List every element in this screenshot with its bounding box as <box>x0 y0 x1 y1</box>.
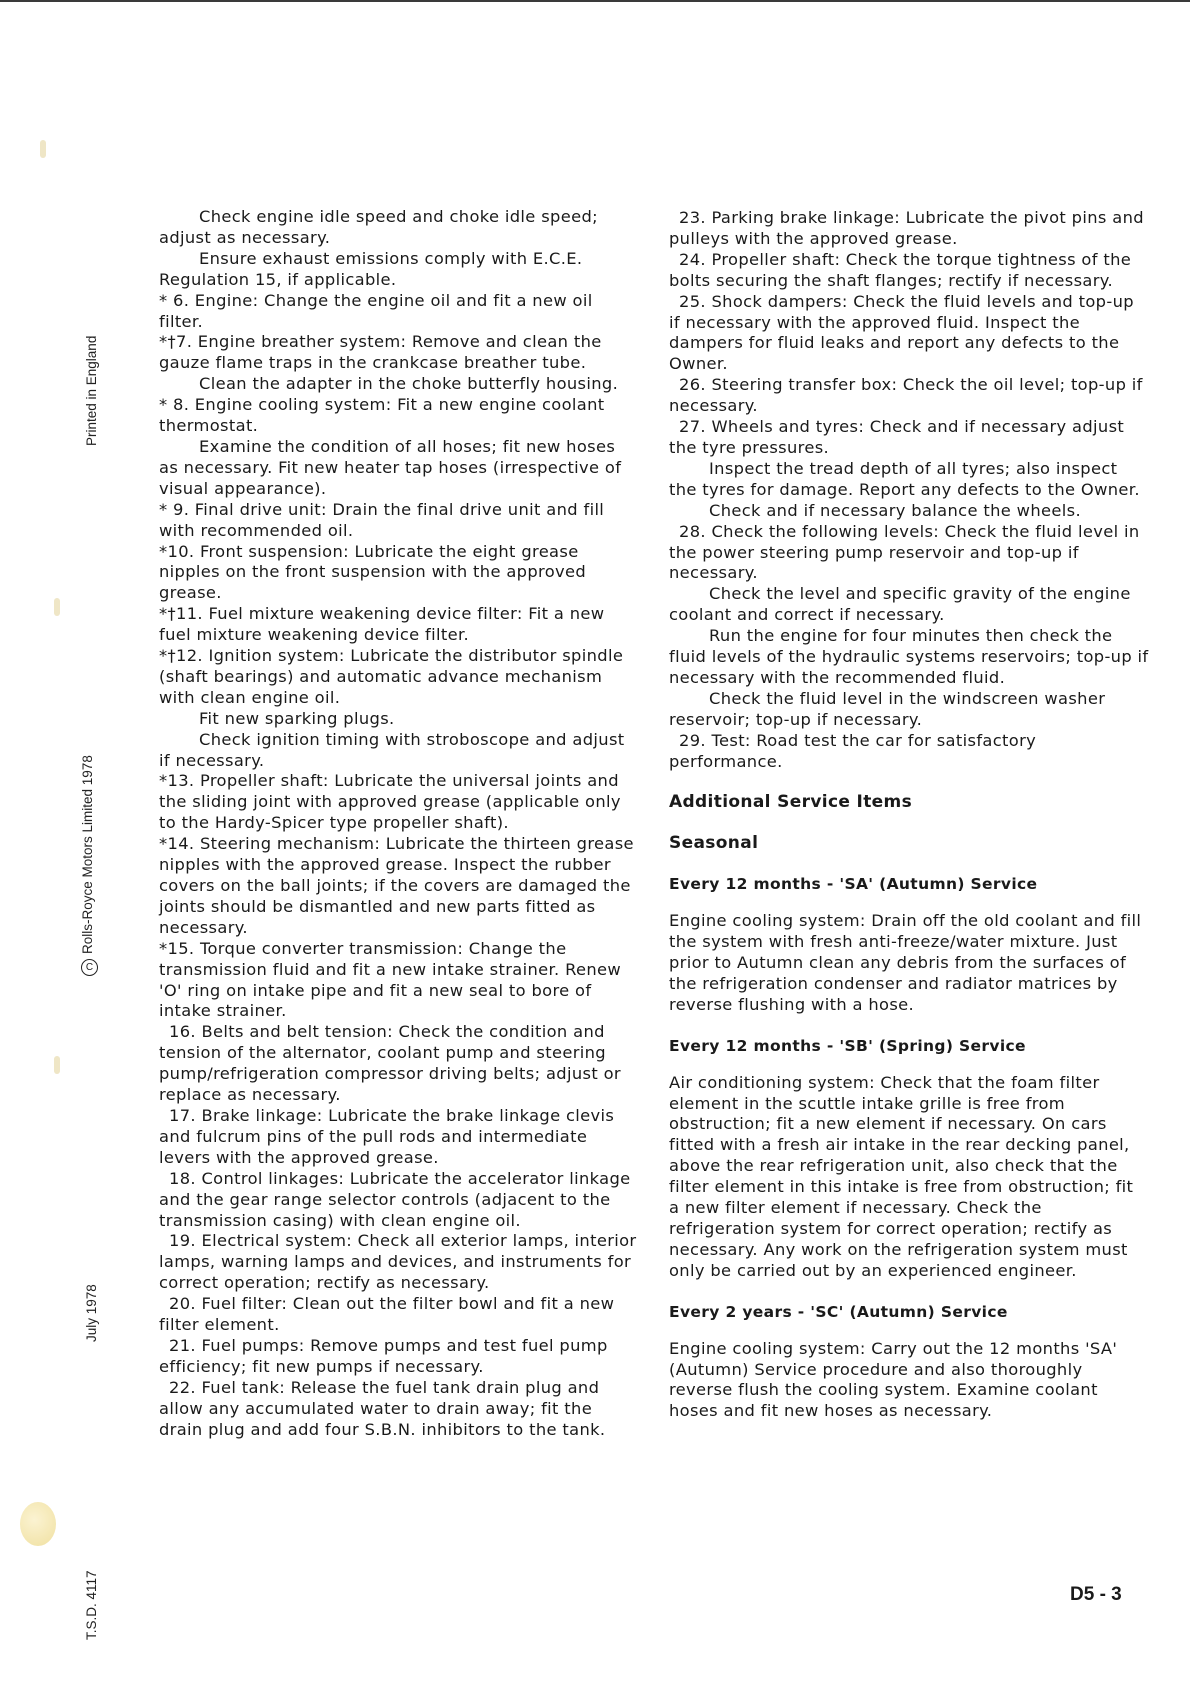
service-item: 25. Shock dampers: Check the fluid levels and top-up if necessary with the approved fluid. Inspect the dampers for fluid leaks and report any defects to the Owner. <box>669 291 1134 374</box>
service-item: 22. Fuel tank: Release the fuel tank drain plug and allow any accumulated water to drain away; fit the drain plug and add four S.B.N. inhibitors to the tank. <box>159 1377 606 1439</box>
service-item: 16. Belts and belt tension: Check the condition and tension of the alternator, coolant pump and steering pump/refrigeration compressor driving belts; adjust or replace as necessary. <box>159 1022 621 1105</box>
sb-service-text: Air conditioning system: Check that the foam filter element in the scuttle intake grille is free from obstruction; fit a new element if necessary. On cars fitted with a fresh air intake in the rear decking panel, above the rear refrigeration unit, also check that the filter element in this intake is free from obstruction; fit a new filter element if necessary. Check the refrigeration system for correct operation; rectify as necessary. Any work on the refrigeration system must only be carried out by an experienced engineer. <box>669 1072 1134 1280</box>
service-item: 28. Check the following levels: Check the fluid level in the power steering pump reservoir and top-up if necessary. <box>669 521 1140 583</box>
service-item: 21. Fuel pumps: Remove pumps and test fuel pump efficiency; fit new pumps if necessary. <box>159 1335 608 1376</box>
scan-mark <box>54 1056 60 1074</box>
paragraph: Check engine idle speed and choke idle speed; adjust as necessary. <box>159 207 598 247</box>
paragraph: Run the engine for four minutes then check the fluid levels of the hydraulic systems reservoirs; top-up if necessary with the recommended fluid. <box>669 626 1149 687</box>
right-column <box>669 208 1149 1422</box>
paragraph: Check and if necessary balance the wheels. <box>709 500 1081 520</box>
margin-date: July 1978 <box>84 1284 99 1342</box>
sc-service-text: Engine cooling system: Carry out the 12 months 'SA' (Autumn) Service procedure and also thoroughly reverse flush the cooling system. Examine coolant hoses and fit new hoses as necessary. <box>669 1338 1118 1421</box>
service-item: *†11. Fuel mixture weakening device filter: Fit a new fuel mixture weakening device filter. <box>159 604 605 645</box>
service-item: *†7. Engine breather system: Remove and clean the gauze flame traps in the crankcase breather tube. <box>159 332 602 373</box>
service-item: 17. Brake linkage: Lubricate the brake linkage clevis and fulcrum pins of the pull rods and intermediate levers with the approved grease. <box>159 1105 615 1167</box>
paragraph: Clean the adapter in the choke butterfly housing. <box>199 374 619 394</box>
punch-hole <box>20 1502 56 1546</box>
service-item: *†12. Ignition system: Lubricate the distributor spindle (shaft bearings) and automatic advance mechanism with clean engine oil. <box>159 646 624 707</box>
paragraph: Check ignition timing with stroboscope and adjust if necessary. <box>159 729 625 770</box>
additional-service-heading: Additional Service Items <box>669 792 913 813</box>
paragraph: Fit new sparking plugs. <box>199 708 395 728</box>
service-item: *15. Torque converter transmission: Change the transmission fluid and fit a new intake strainer. Renew 'O' ring on intake pipe and fit a new seal to bore of intake strainer. <box>159 938 622 1021</box>
seasonal-heading: Seasonal <box>669 833 759 854</box>
page-number: D5 - 3 <box>1070 1584 1122 1605</box>
paragraph: Ensure exhaust emissions comply with E.C.E. Regulation 15, if applicable. <box>159 248 583 289</box>
copyright-text: Rolls-Royce Motors Limited 1978 <box>80 755 95 954</box>
margin-copyright <box>80 755 98 976</box>
service-item: 29. Test: Road test the car for satisfactory performance. <box>669 730 1037 771</box>
left-column <box>159 207 639 1440</box>
service-item: 27. Wheels and tyres: Check and if necessary adjust the tyre pressures. <box>669 417 1125 457</box>
paragraph: Inspect the tread depth of all tyres; also inspect the tyres for damage. Report any defects to the Owner. <box>669 458 1140 499</box>
margin-tsd-number: T.S.D. 4117 <box>84 1570 99 1640</box>
service-item: * 8. Engine cooling system: Fit a new engine coolant thermostat. <box>159 395 605 436</box>
service-item: 18. Control linkages: Lubricate the accelerator linkage and the gear range selector controls (adjacent to the transmission casing) with clean engine oil. <box>159 1168 631 1230</box>
scan-mark <box>54 598 60 616</box>
sc-service-heading: Every 2 years - 'SC' (Autumn) Service <box>669 1302 1008 1321</box>
paragraph: Check the fluid level in the windscreen washer reservoir; top-up if necessary. <box>669 688 1106 729</box>
service-item: 23. Parking brake linkage: Lubricate the pivot pins and pulleys with the approved grease. <box>669 208 1144 248</box>
service-item: 26. Steering transfer box: Check the oil level; top-up if necessary. <box>669 375 1143 416</box>
service-item: *13. Propeller shaft: Lubricate the universal joints and the sliding joint with approved grease (applicable only to the Hardy-Spicer type propeller shaft). <box>159 771 621 833</box>
service-item: 24. Propeller shaft: Check the torque tightness of the bolts securing the shaft flanges; rectify if necessary. <box>669 249 1132 290</box>
service-item: *10. Front suspension: Lubricate the eight grease nipples on the front suspension with the approved grease. <box>159 541 587 603</box>
service-item: * 6. Engine: Change the engine oil and fit a new oil filter. <box>159 290 593 331</box>
paragraph: Check the level and specific gravity of the engine coolant and correct if necessary. <box>669 584 1131 625</box>
service-item: * 9. Final drive unit: Drain the final drive unit and fill with recommended oil. <box>159 499 605 540</box>
copyright-symbol: C <box>81 959 98 976</box>
service-item: 19. Electrical system: Check all exterior lamps, interior lamps, warning lamps and devices, and instruments for correct operation; rectify as necessary. <box>159 1231 637 1293</box>
service-item: *14. Steering mechanism: Lubricate the thirteen grease nipples with the approved grease. Inspect the rubber covers on the ball joints; if the covers are damaged the joints should be dismantled and new parts fitted as necessary. <box>159 834 634 937</box>
top-border <box>0 0 1190 2</box>
scan-mark <box>40 140 46 158</box>
paragraph: Examine the condition of all hoses; fit new hoses as necessary. Fit new heater tap hoses (irrespective of visual appearance). <box>159 436 622 498</box>
margin-printed-in-england: Printed in England <box>84 335 99 446</box>
sb-service-heading: Every 12 months - 'SB' (Spring) Service <box>669 1036 1026 1055</box>
sa-service-heading: Every 12 months - 'SA' (Autumn) Service <box>669 875 1038 894</box>
sa-service-text: Engine cooling system: Drain off the old coolant and fill the system with fresh anti-freeze/water mixture. Just prior to Autumn clean any debris from the surfaces of the refrigeration condenser and radiator matrices by reverse flushing with a hose. <box>669 911 1142 1014</box>
service-item: 20. Fuel filter: Clean out the filter bowl and fit a new filter element. <box>159 1294 615 1335</box>
